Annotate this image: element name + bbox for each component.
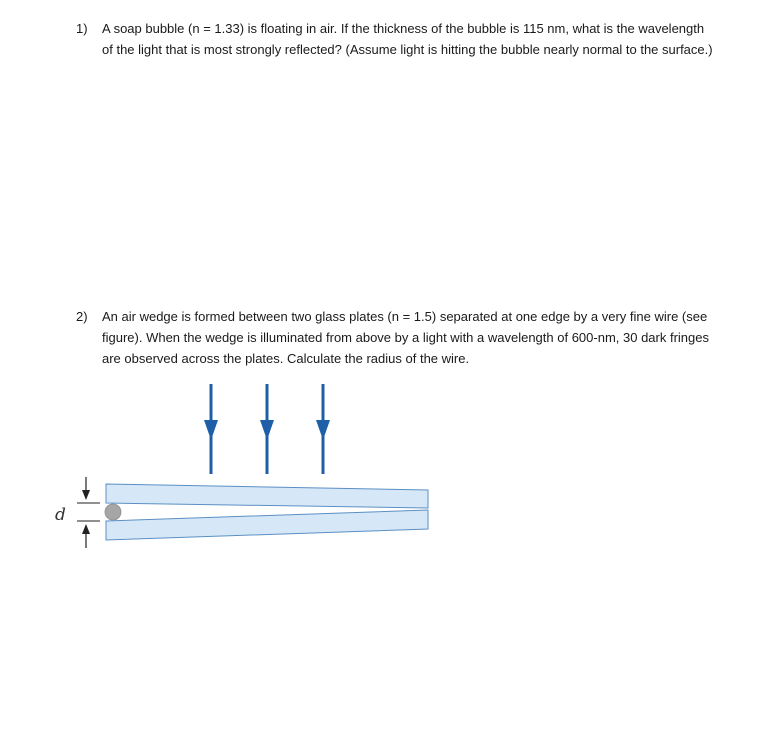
top-glass-plate (106, 484, 428, 508)
light-arrow (316, 384, 330, 474)
incident-light-arrows (204, 384, 330, 474)
problem-1-number: 1) (76, 21, 88, 36)
problem-1-text: A soap bubble (n = 1.33) is floating in air. If the thickness of the bubble is 115 nm, what is the wavelength of the light that is most strongly reflected? (Assume light is hitting the bubble nearly normal to the surface.) (102, 21, 713, 57)
light-arrow (204, 384, 218, 474)
problem-2-text: An air wedge is formed between two glass plates (n = 1.5) separated at one edge by a very fine wire (see figure). When the wedge is illuminated from above by a light with a wavelength of 600-nm, 30 dark fringes are observed across the plates. Calculate the radius of the wire. (102, 309, 709, 366)
wire (105, 504, 121, 520)
light-arrow (260, 384, 274, 474)
dimension-marker (77, 477, 100, 548)
problem-2-number: 2) (76, 309, 88, 324)
dimension-label-d: d (55, 505, 66, 525)
bottom-glass-plate (106, 510, 428, 540)
